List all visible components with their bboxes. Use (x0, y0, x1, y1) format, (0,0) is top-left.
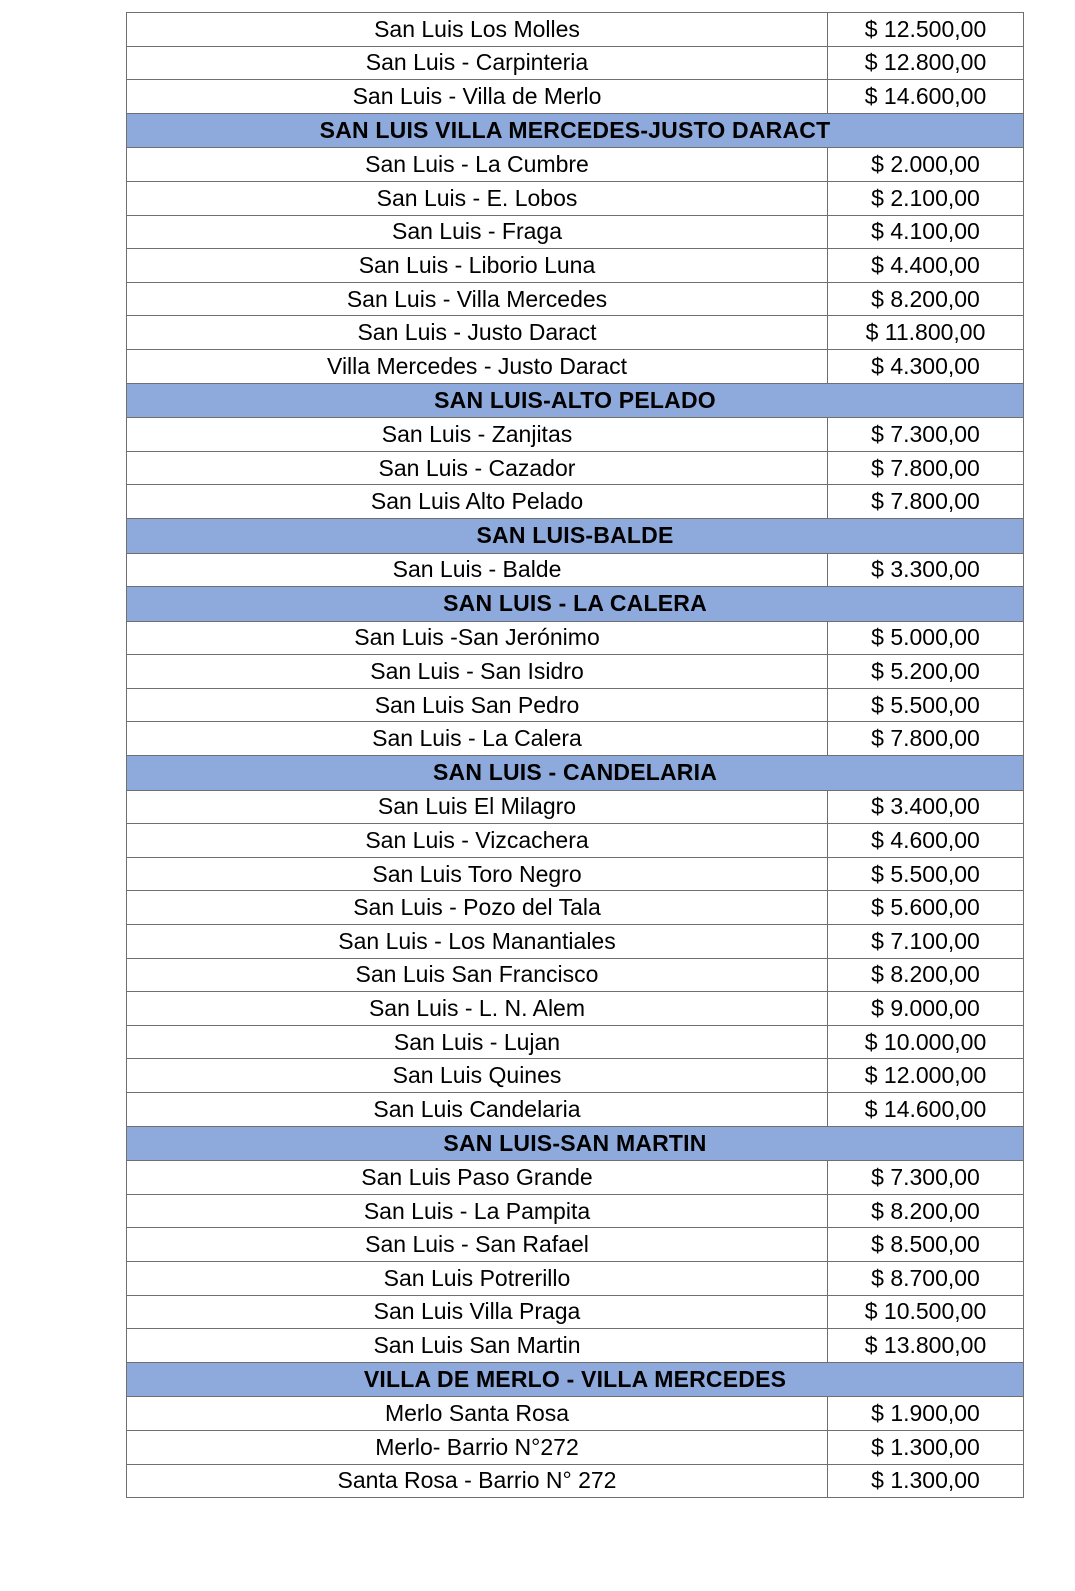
table-row (127, 1161, 1024, 1195)
route-cell: San Luis - L. N. Alem (127, 992, 828, 1026)
route-cell: San Luis - San Rafael (127, 1228, 828, 1262)
route-cell: San Luis - Balde (127, 553, 828, 587)
section-header-row (127, 113, 1024, 148)
section-header-row (127, 587, 1024, 622)
table-row (127, 857, 1024, 891)
route-cell: San Luis Quines (127, 1059, 828, 1093)
table-row (127, 790, 1024, 824)
route-cell: San Luis - Carpinteria (127, 46, 828, 80)
price-cell: $ 7.800,00 (828, 722, 1024, 756)
price-cell: $ 14.600,00 (828, 80, 1024, 114)
table-row (127, 1397, 1024, 1431)
table-row (127, 1025, 1024, 1059)
table-row (127, 992, 1024, 1026)
section-header-row (127, 518, 1024, 553)
section-header-row (127, 383, 1024, 418)
table-row (127, 1228, 1024, 1262)
fare-table (126, 12, 1024, 1498)
table-row (127, 1295, 1024, 1329)
table-row (127, 1430, 1024, 1464)
table-row (127, 451, 1024, 485)
route-cell: San Luis - Villa Mercedes (127, 282, 828, 316)
price-cell: $ 5.500,00 (828, 688, 1024, 722)
table-row (127, 655, 1024, 689)
section-title: SAN LUIS VILLA MERCEDES-JUSTO DARACT (127, 113, 1024, 148)
route-cell: San Luis Villa Praga (127, 1295, 828, 1329)
route-cell: Santa Rosa - Barrio N° 272 (127, 1464, 828, 1498)
section-title: SAN LUIS-ALTO PELADO (127, 383, 1024, 418)
route-cell: San Luis - La Calera (127, 722, 828, 756)
table-row (127, 485, 1024, 519)
price-cell: $ 12.800,00 (828, 46, 1024, 80)
price-cell: $ 8.700,00 (828, 1261, 1024, 1295)
table-row (127, 418, 1024, 452)
table-row (127, 553, 1024, 587)
route-cell: San Luis - San Isidro (127, 655, 828, 689)
price-cell: $ 3.300,00 (828, 553, 1024, 587)
section-title: SAN LUIS-SAN MARTIN (127, 1126, 1024, 1161)
route-cell: San Luis - Los Manantiales (127, 925, 828, 959)
price-cell: $ 7.300,00 (828, 1161, 1024, 1195)
price-cell: $ 5.500,00 (828, 857, 1024, 891)
table-row (127, 824, 1024, 858)
price-cell: $ 4.400,00 (828, 249, 1024, 283)
price-cell: $ 1.900,00 (828, 1397, 1024, 1431)
table-row (127, 349, 1024, 383)
table-row (127, 1329, 1024, 1363)
route-cell: San Luis El Milagro (127, 790, 828, 824)
table-row (127, 958, 1024, 992)
price-cell: $ 8.200,00 (828, 958, 1024, 992)
section-title: SAN LUIS-BALDE (127, 518, 1024, 553)
price-cell: $ 10.500,00 (828, 1295, 1024, 1329)
price-cell: $ 12.000,00 (828, 1059, 1024, 1093)
price-cell: $ 2.100,00 (828, 181, 1024, 215)
section-title: SAN LUIS - CANDELARIA (127, 756, 1024, 791)
route-cell: San Luis - Vizcachera (127, 824, 828, 858)
price-cell: $ 7.300,00 (828, 418, 1024, 452)
table-row (127, 891, 1024, 925)
price-cell: $ 5.600,00 (828, 891, 1024, 925)
price-cell: $ 10.000,00 (828, 1025, 1024, 1059)
table-row (127, 148, 1024, 182)
section-header-row (127, 1126, 1024, 1161)
table-row (127, 80, 1024, 114)
table-row (127, 1194, 1024, 1228)
price-cell: $ 5.200,00 (828, 655, 1024, 689)
table-row (127, 621, 1024, 655)
price-cell: $ 7.800,00 (828, 451, 1024, 485)
price-cell: $ 4.100,00 (828, 215, 1024, 249)
route-cell: San Luis San Pedro (127, 688, 828, 722)
route-cell: San Luis - Justo Daract (127, 316, 828, 350)
price-cell: $ 1.300,00 (828, 1464, 1024, 1498)
price-cell: $ 13.800,00 (828, 1329, 1024, 1363)
route-cell: San Luis - E. Lobos (127, 181, 828, 215)
table-row (127, 46, 1024, 80)
route-cell: San Luis - Villa de Merlo (127, 80, 828, 114)
price-cell: $ 2.000,00 (828, 148, 1024, 182)
price-cell: $ 11.800,00 (828, 316, 1024, 350)
route-cell: San Luis Alto Pelado (127, 485, 828, 519)
route-cell: San Luis - Pozo del Tala (127, 891, 828, 925)
price-cell: $ 8.500,00 (828, 1228, 1024, 1262)
price-cell: $ 7.800,00 (828, 485, 1024, 519)
route-cell: Merlo- Barrio N°272 (127, 1430, 828, 1464)
price-cell: $ 14.600,00 (828, 1093, 1024, 1127)
route-cell: San Luis - La Pampita (127, 1194, 828, 1228)
route-cell: Merlo Santa Rosa (127, 1397, 828, 1431)
route-cell: San Luis - Fraga (127, 215, 828, 249)
price-cell: $ 8.200,00 (828, 1194, 1024, 1228)
route-cell: Villa Mercedes - Justo Daract (127, 349, 828, 383)
section-header-row (127, 756, 1024, 791)
price-cell: $ 4.600,00 (828, 824, 1024, 858)
route-cell: San Luis Candelaria (127, 1093, 828, 1127)
price-cell: $ 3.400,00 (828, 790, 1024, 824)
section-title: SAN LUIS - LA CALERA (127, 587, 1024, 622)
route-cell: San Luis San Martin (127, 1329, 828, 1363)
table-row (127, 722, 1024, 756)
price-cell: $ 4.300,00 (828, 349, 1024, 383)
table-row (127, 249, 1024, 283)
section-header-row (127, 1362, 1024, 1397)
route-cell: San Luis - Cazador (127, 451, 828, 485)
table-row (127, 1261, 1024, 1295)
route-cell: San Luis Los Molles (127, 13, 828, 47)
table-row (127, 316, 1024, 350)
route-cell: San Luis - Zanjitas (127, 418, 828, 452)
price-cell: $ 7.100,00 (828, 925, 1024, 959)
route-cell: San Luis - Lujan (127, 1025, 828, 1059)
table-row (127, 181, 1024, 215)
table-row (127, 215, 1024, 249)
price-cell: $ 8.200,00 (828, 282, 1024, 316)
table-row (127, 13, 1024, 47)
table-row (127, 1059, 1024, 1093)
route-cell: San Luis - La Cumbre (127, 148, 828, 182)
table-row (127, 1093, 1024, 1127)
route-cell: San Luis Toro Negro (127, 857, 828, 891)
table-row (127, 282, 1024, 316)
section-title: VILLA DE MERLO - VILLA MERCEDES (127, 1362, 1024, 1397)
price-cell: $ 5.000,00 (828, 621, 1024, 655)
route-cell: San Luis San Francisco (127, 958, 828, 992)
fare-table-body (127, 13, 1024, 1498)
price-cell: $ 1.300,00 (828, 1430, 1024, 1464)
route-cell: San Luis Potrerillo (127, 1261, 828, 1295)
price-cell: $ 9.000,00 (828, 992, 1024, 1026)
route-cell: San Luis - Liborio Luna (127, 249, 828, 283)
table-row (127, 1464, 1024, 1498)
route-cell: San Luis Paso Grande (127, 1161, 828, 1195)
price-cell: $ 12.500,00 (828, 13, 1024, 47)
table-row (127, 925, 1024, 959)
table-row (127, 688, 1024, 722)
route-cell: San Luis -San Jerónimo (127, 621, 828, 655)
